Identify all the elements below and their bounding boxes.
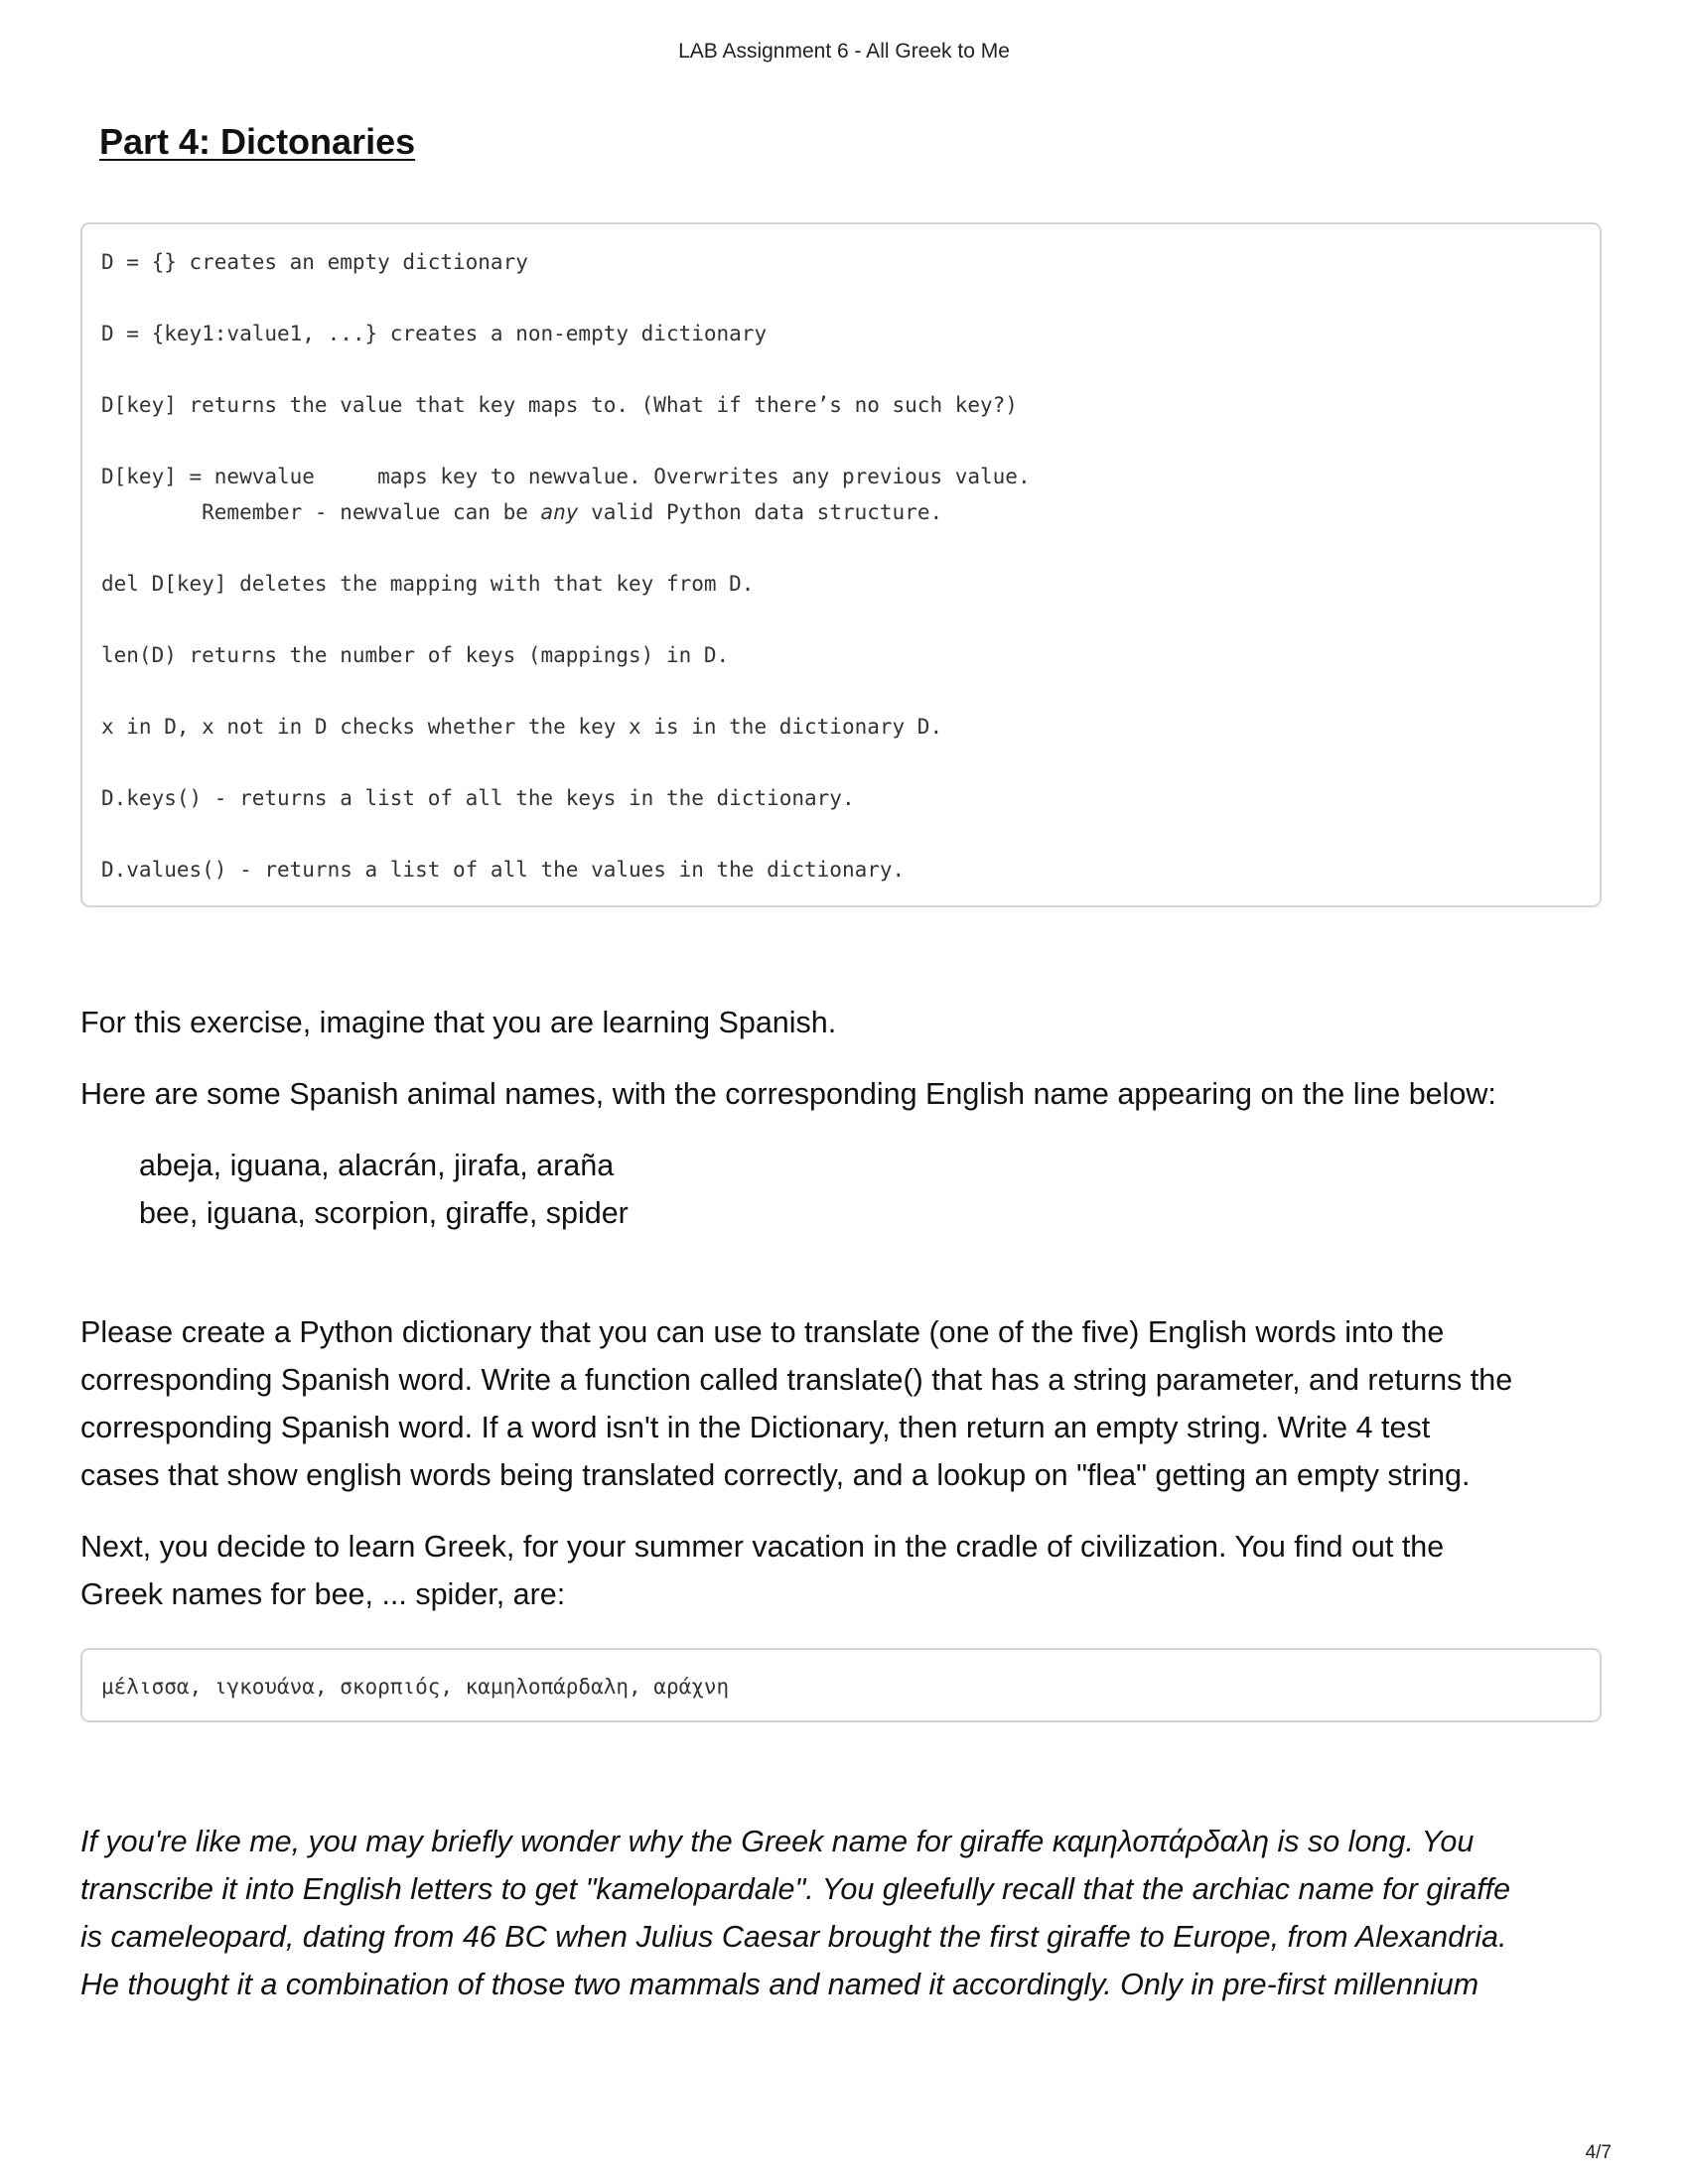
lead-paragraph: Here are some Spanish animal names, with the corresponding English name appearing on the line below: <box>80 1077 1496 1111</box>
section-heading: Part 4: Dictonaries <box>99 121 416 162</box>
aside-line: transcribe it into English letters to get "kamelopardale". You gleefully recall that the archiac name for giraffe <box>80 1872 1511 1906</box>
greek-names-text: μέλισσα, ιγκουάνα, σκορπιός, καμηλοπάρδαλη, αράχνη <box>101 1675 730 1699</box>
reference-line: D.keys() - returns a list of all the keys in the dictionary. <box>101 786 855 810</box>
reference-line: D = {} creates an empty dictionary <box>101 250 528 274</box>
reference-line: len(D) returns the number of keys (mappings) in D. <box>101 643 730 667</box>
reference-line: x in D, x not in D checks whether the key x is in the dictionary D. <box>101 715 943 739</box>
remember-text-pre: Remember - newvalue can be <box>101 500 541 524</box>
english-animal-names: bee, iguana, scorpion, giraffe, spider <box>139 1196 629 1230</box>
reference-line: D = {key1:value1, ...} creates a non-empty dictionary <box>101 322 768 345</box>
aside-line: is cameleopard, dating from 46 BC when Julius Caesar brought the first giraffe to Europe, from Alexandria. <box>80 1920 1507 1954</box>
greek-intro-line: Greek names for bee, ... spider, are: <box>80 1577 566 1611</box>
dictionary-reference-box <box>80 222 1602 907</box>
spanish-animal-names: abeja, iguana, alacrán, jirafa, araña <box>139 1149 615 1182</box>
remember-text-emphasis: any <box>540 500 579 524</box>
document-header-title: LAB Assignment 6 - All Greek to Me <box>678 40 1010 63</box>
intro-paragraph: For this exercise, imagine that you are learning Spanish. <box>80 1006 837 1039</box>
task-line: corresponding Spanish word. Write a function called translate() that has a string parameter, and returns the <box>80 1363 1513 1397</box>
reference-line: D.values() - returns a list of all the values in the dictionary. <box>101 858 906 882</box>
giraffe-aside-paragraph <box>80 1818 1629 2008</box>
task-paragraph <box>80 1308 1629 1499</box>
task-line: corresponding Spanish word. If a word isn't in the Dictionary, then return an empty string. Write 4 test <box>80 1411 1431 1444</box>
greek-names-box <box>80 1648 1602 1722</box>
greek-intro-line: Next, you decide to learn Greek, for your summer vacation in the cradle of civilization. You find out the <box>80 1530 1445 1564</box>
task-line: cases that show english words being translated correctly, and a lookup on "flea" getting an empty string. <box>80 1458 1471 1492</box>
aside-line: If you're like me, you may briefly wonder why the Greek name for giraffe καμηλοπάρδαλη is so long. You <box>80 1825 1475 1858</box>
page-number: 4/7 <box>1585 2142 1612 2163</box>
remember-text-post: valid Python data structure. <box>578 500 943 524</box>
reference-line: D[key] = newvalue maps key to newvalue. Overwrites any previous value. <box>101 465 1031 488</box>
aside-line: He thought it a combination of those two mammals and named it accordingly. Only in pre-first millennium <box>80 1968 1479 2001</box>
greek-intro-paragraph <box>80 1523 1629 1618</box>
reference-line: del D[key] deletes the mapping with that key from D. <box>101 572 755 596</box>
task-line: Please create a Python dictionary that you can use to translate (one of the five) English words into the <box>80 1315 1445 1349</box>
reference-line: D[key] returns the value that key maps to. (What if there’s no such key?) <box>101 393 1018 417</box>
reference-line-remember <box>101 494 1581 530</box>
